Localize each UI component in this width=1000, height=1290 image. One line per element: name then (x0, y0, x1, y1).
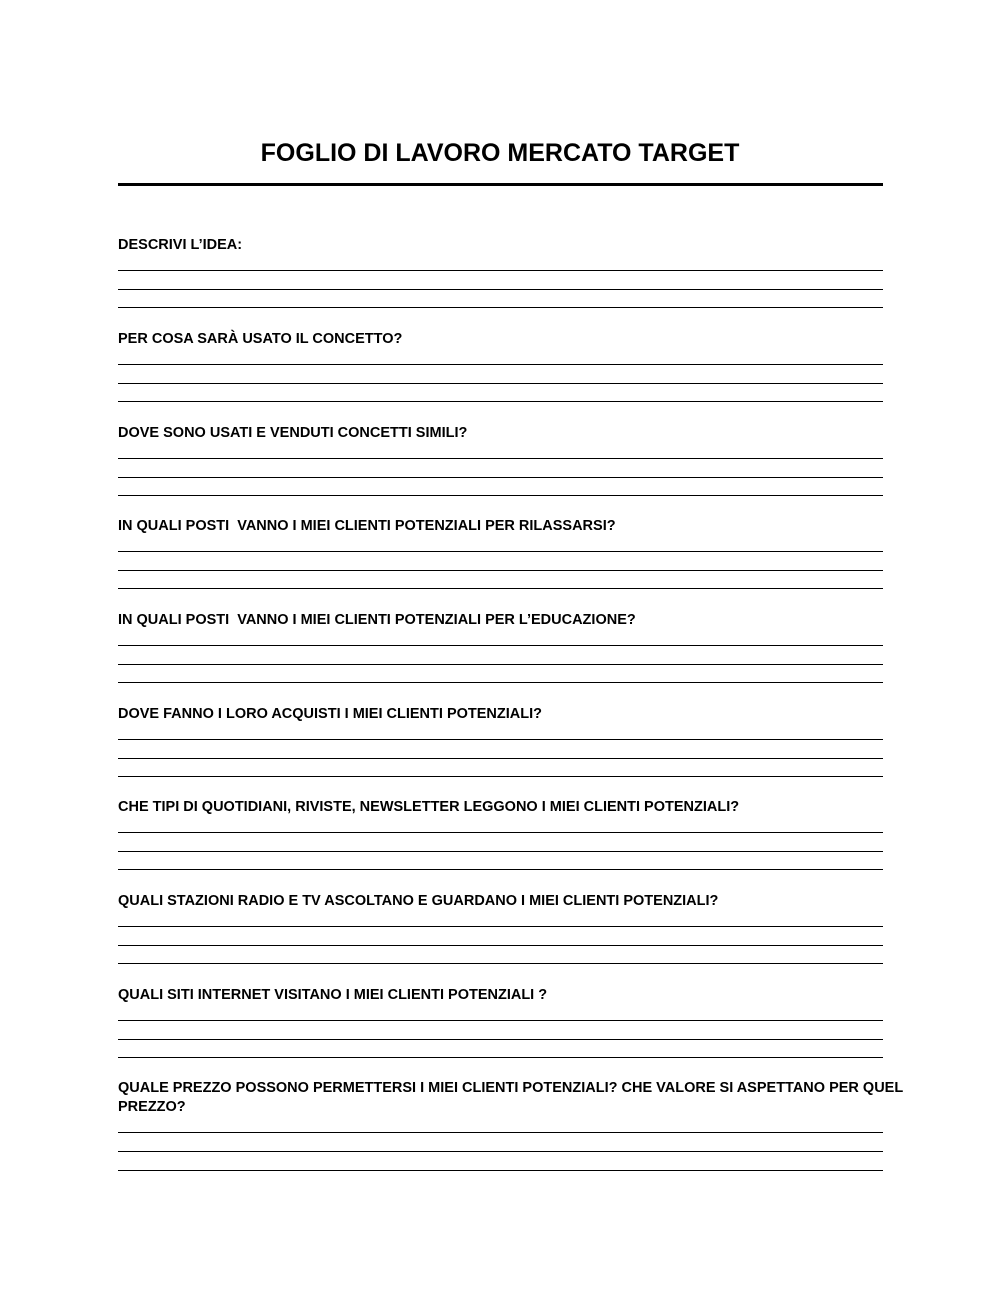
question-label: DESCRIVI L’IDEA: (118, 237, 243, 253)
answer-line[interactable] (118, 1132, 883, 1133)
answer-line[interactable] (118, 963, 883, 964)
question-label: DOVE FANNO I LORO ACQUISTI I MIEI CLIENTI POTENZIALI? (118, 706, 542, 722)
question-label: QUALE PREZZO POSSONO PERMETTERSI I MIEI CLIENTI POTENZIALI? CHE VALORE SI ASPETTANO PER QUEL PREZZO? (118, 1080, 907, 1115)
question-label: DOVE SONO USATI E VENDUTI CONCETTI SIMILI? (118, 425, 468, 441)
answer-line[interactable] (118, 495, 883, 496)
answer-line[interactable] (118, 1020, 883, 1021)
answer-line[interactable] (118, 383, 883, 384)
answer-line[interactable] (118, 458, 883, 459)
answer-line[interactable] (118, 869, 883, 870)
answer-line[interactable] (118, 758, 883, 759)
question-label: PER COSA SARÀ USATO IL CONCETTO? (118, 331, 403, 347)
answer-line[interactable] (118, 401, 883, 402)
answer-line[interactable] (118, 832, 883, 833)
answer-line[interactable] (118, 1151, 883, 1152)
answer-line[interactable] (118, 477, 883, 478)
title-divider (118, 183, 883, 186)
answer-line[interactable] (118, 588, 883, 589)
answer-line[interactable] (118, 645, 883, 646)
answer-line[interactable] (118, 1057, 883, 1058)
question-label: IN QUALI POSTI VANNO I MIEI CLIENTI POTENZIALI PER L’EDUCAZIONE? (118, 612, 636, 628)
answer-line[interactable] (118, 1039, 883, 1040)
answer-line[interactable] (118, 851, 883, 852)
answer-line[interactable] (118, 307, 883, 308)
answer-line[interactable] (118, 1170, 883, 1171)
answer-line[interactable] (118, 682, 883, 683)
answer-line[interactable] (118, 776, 883, 777)
question-label: QUALI STAZIONI RADIO E TV ASCOLTANO E GUARDANO I MIEI CLIENTI POTENZIALI? (118, 893, 719, 909)
answer-line[interactable] (118, 289, 883, 290)
question-label: CHE TIPI DI QUOTIDIANI, RIVISTE, NEWSLETTER LEGGONO I MIEI CLIENTI POTENZIALI? (118, 799, 740, 815)
answer-line[interactable] (118, 364, 883, 365)
answer-line[interactable] (118, 551, 883, 552)
answer-line[interactable] (118, 664, 883, 665)
answer-line[interactable] (118, 270, 883, 271)
answer-line[interactable] (118, 739, 883, 740)
question-label: IN QUALI POSTI VANNO I MIEI CLIENTI POTENZIALI PER RILASSARSI? (118, 518, 616, 534)
answer-line[interactable] (118, 926, 883, 927)
answer-line[interactable] (118, 945, 883, 946)
answer-line[interactable] (118, 570, 883, 571)
question-label: QUALI SITI INTERNET VISITANO I MIEI CLIENTI POTENZIALI ? (118, 987, 548, 1003)
page-title: FOGLIO DI LAVORO MERCATO TARGET (260, 139, 740, 167)
